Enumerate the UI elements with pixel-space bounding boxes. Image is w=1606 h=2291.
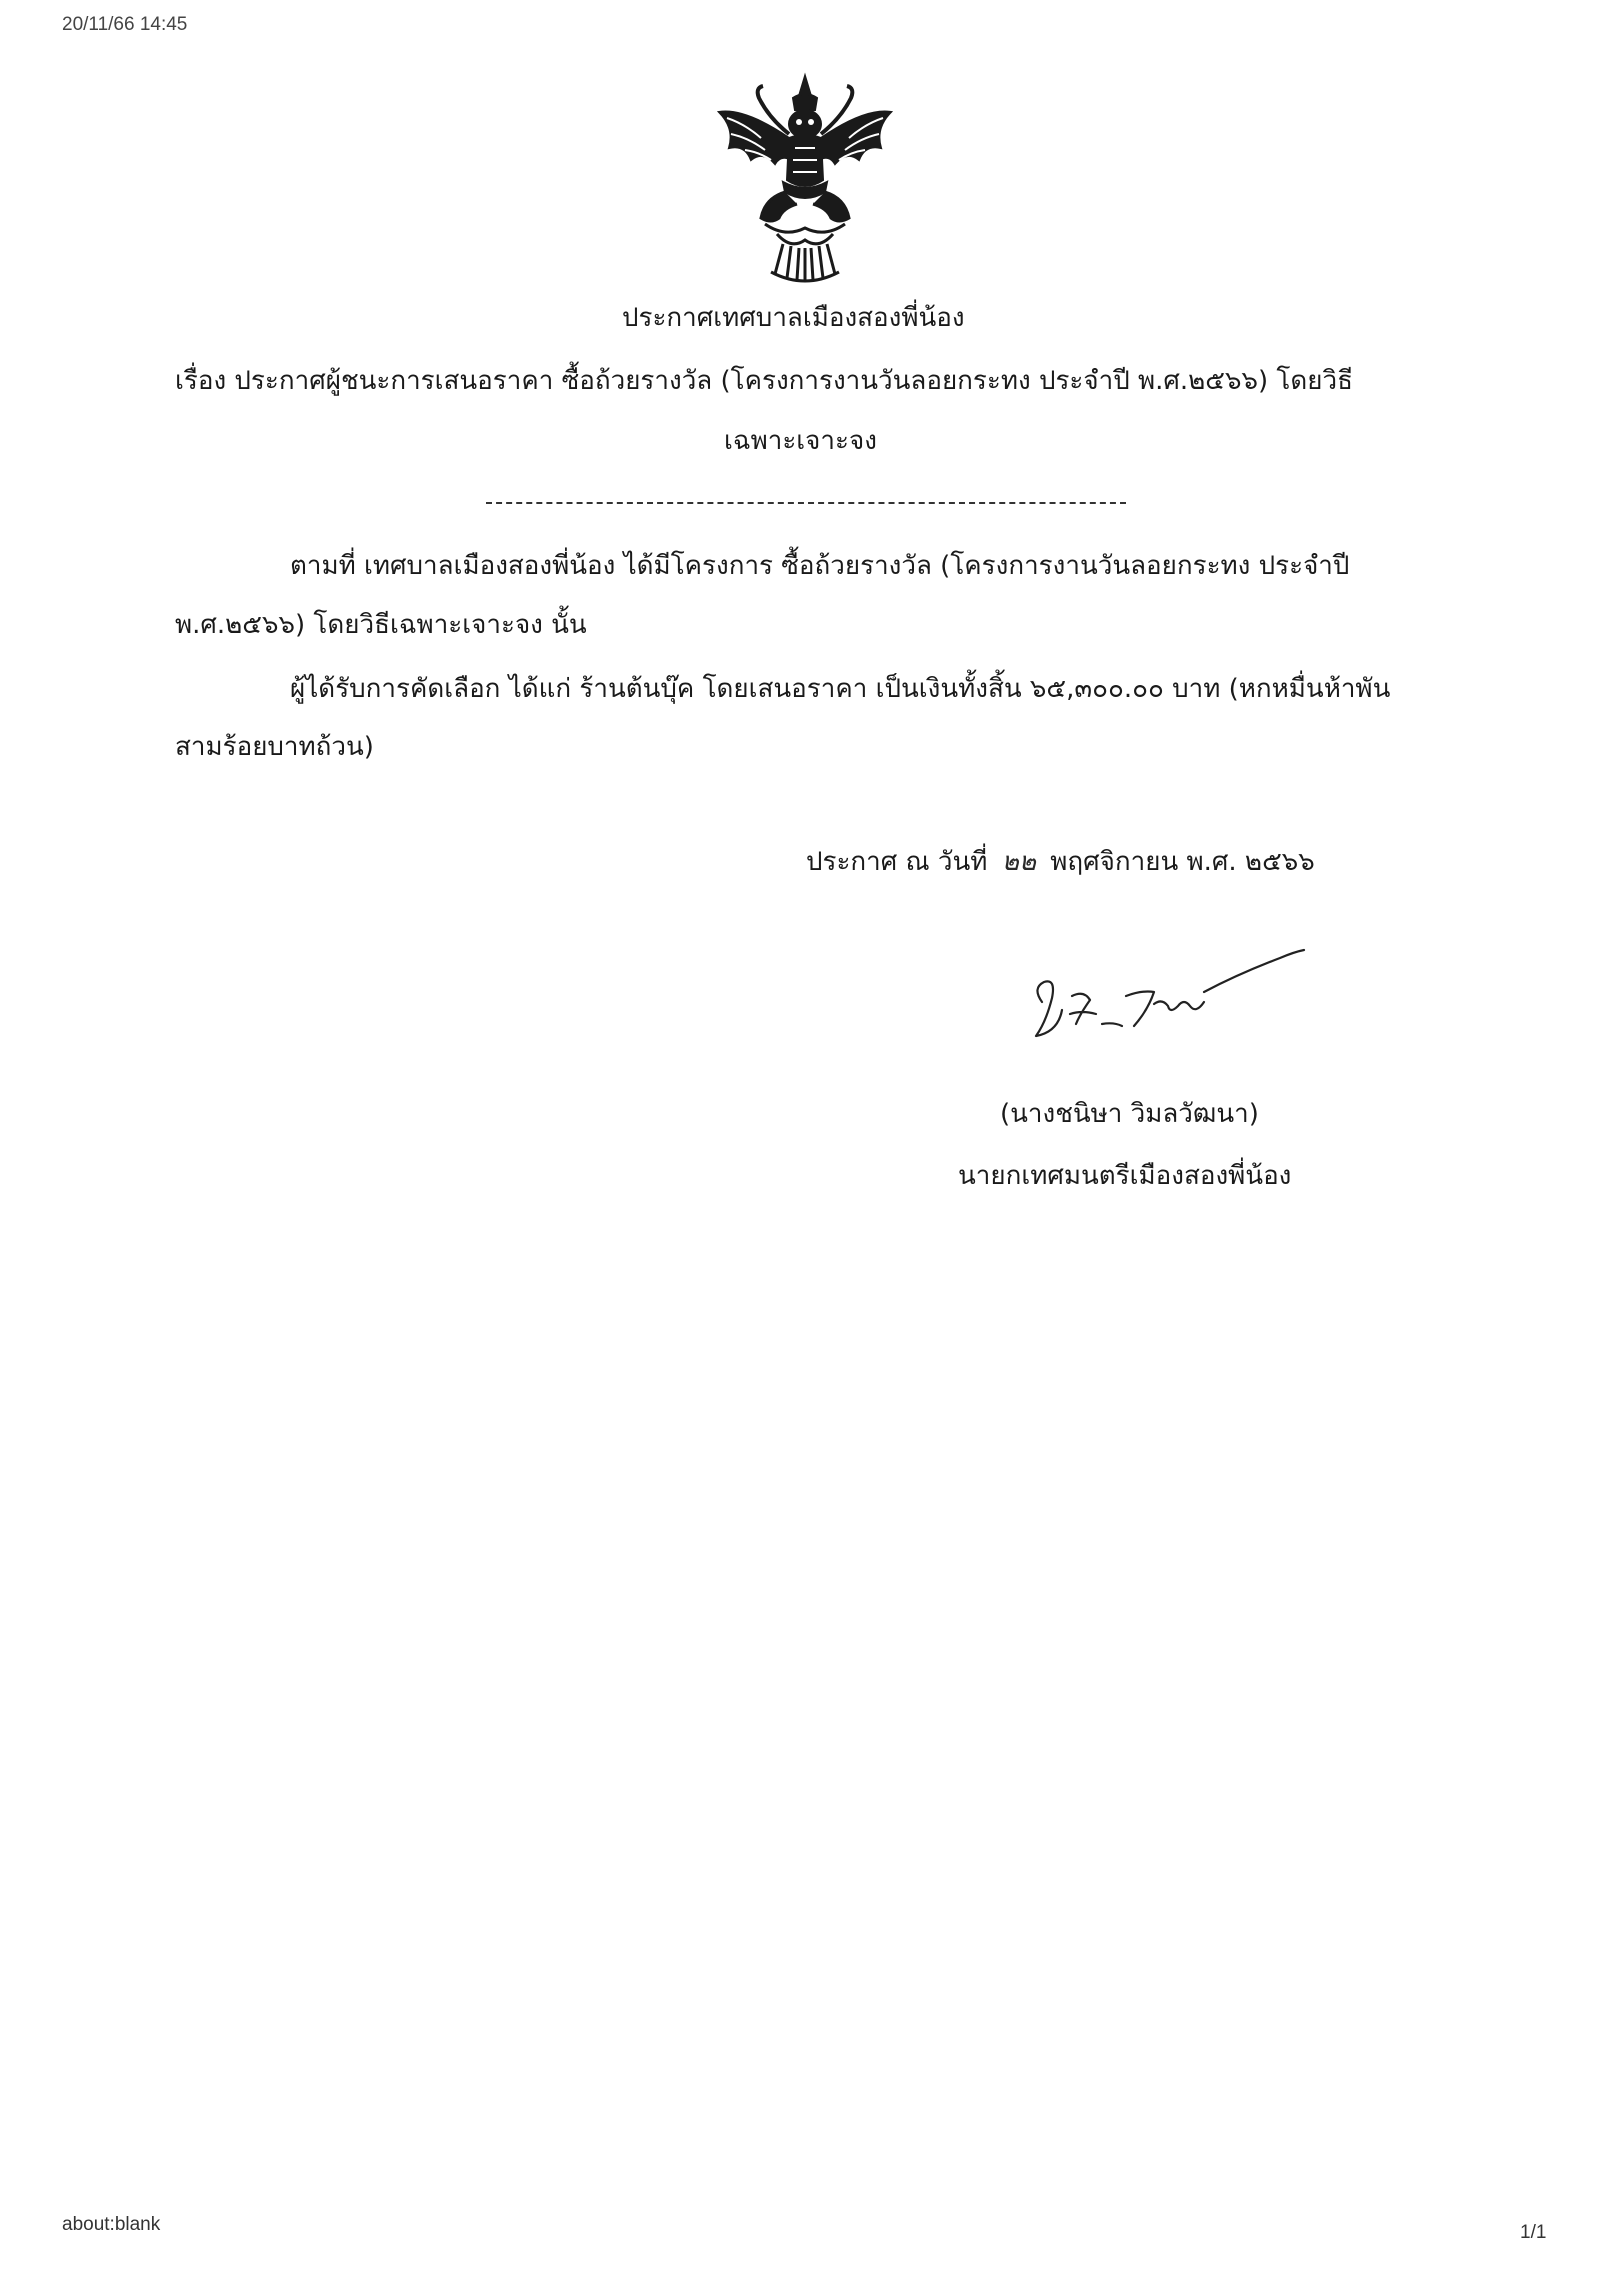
print-url: about:blank <box>62 2214 161 2235</box>
date-suffix: พฤศจิกายน พ.ศ. ๒๕๖๖ <box>1050 847 1315 877</box>
body-paragraph-2: ผู้ได้รับการคัดเลือก ได้แก่ ร้านต้นบุ๊ค โดยเสนอราคา เป็นเงินทั้งสิ้น ๖๕,๓๐๐.๐๐ บาท (หกหมื่นห้าพัน <box>290 674 1391 704</box>
signer-name: (นางชนิษา วิมลวัฒนา) <box>1000 1099 1259 1129</box>
print-timestamp: 20/11/66 14:45 <box>62 14 188 35</box>
subject-line: เรื่อง ประกาศผู้ชนะการเสนอราคา ซื้อถ้วยรางวัล (โครงการงานวันลอยกระทง ประจำปี พ.ศ.๒๕๖๖) โดยวิธี <box>175 366 1353 396</box>
date-day-handwritten: ๒๒ <box>1001 847 1036 877</box>
body-paragraph-2-continued: สามร้อยบาทถ้วน) <box>175 732 374 762</box>
subject-line-continued: เฉพาะเจาะจง <box>724 426 877 456</box>
signer-position: นายกเทศมนตรีเมืองสองพี่น้อง <box>958 1161 1292 1191</box>
date-prefix: ประกาศ ณ วันที่ <box>806 847 988 877</box>
document-title: ประกาศเทศบาลเมืองสองพี่น้อง <box>622 303 965 333</box>
announcement-date <box>806 849 1315 875</box>
body-paragraph-1-continued: พ.ศ.๒๕๖๖) โดยวิธีเฉพาะเจาะจง นั้น <box>175 610 587 640</box>
dashed-divider <box>486 502 1126 504</box>
garuda-emblem-icon <box>705 68 905 288</box>
body-paragraph-1: ตามที่ เทศบาลเมืองสองพี่น้อง ได้มีโครงการ ซื้อถ้วยรางวัล (โครงการงานวันลอยกระทง ประจำปี <box>290 551 1350 581</box>
page-count: 1/1 <box>1520 2222 1547 2243</box>
handwritten-signature <box>1018 940 1318 1050</box>
